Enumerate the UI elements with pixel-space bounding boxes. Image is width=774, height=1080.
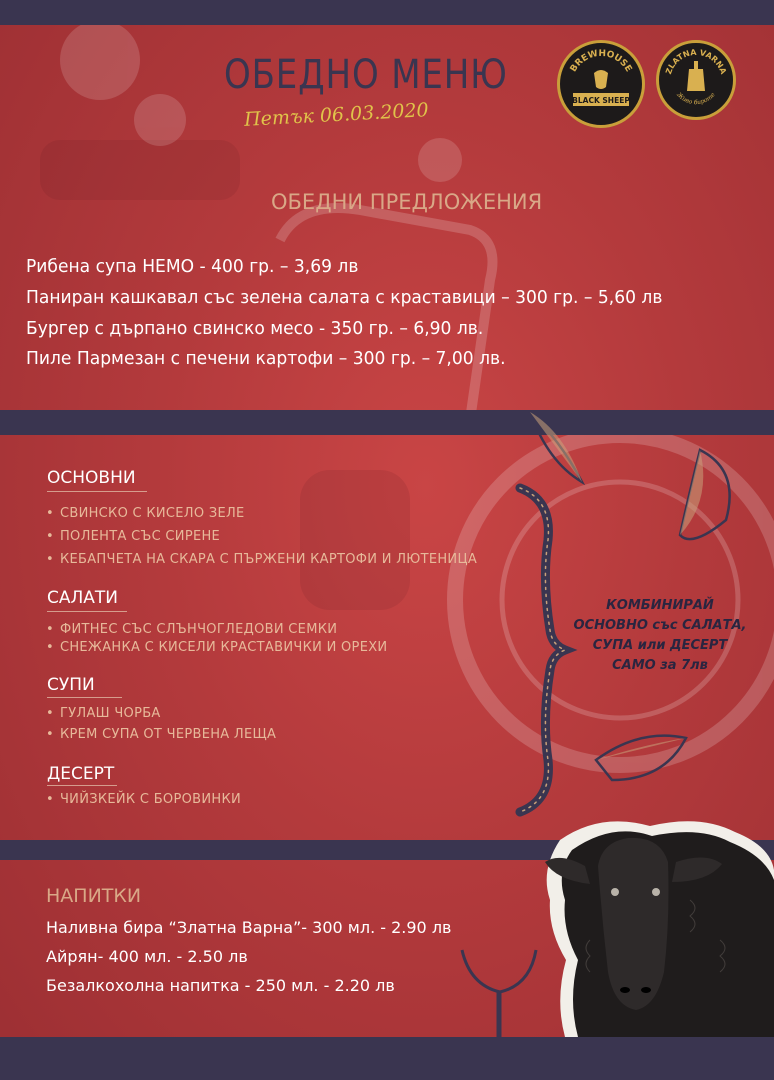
top-band — [0, 0, 774, 25]
page-title: ОБЕДНО МЕНЮ — [224, 52, 508, 98]
menu-item: • ГУЛАШ ЧОРБА — [46, 706, 161, 721]
category-salads-heading: САЛАТИ — [47, 588, 119, 608]
category-main-heading: ОСНОВНИ — [47, 468, 136, 488]
drink-item: Наливна бира “Златна Варна”- 300 мл. - 2.90 лв — [46, 918, 452, 937]
zlatna-varna-logo — [656, 40, 736, 120]
black-sheep-logo-text: BLACK SHEEP — [572, 96, 630, 105]
category-underline — [47, 785, 117, 786]
zlatna-varna-logo-subtitle: Живо бироте — [675, 91, 717, 107]
svg-text:Живо бироте — [675, 91, 717, 107]
offer-item: Бургер с дърпано свинско месо - 350 гр. – 6,90 лв. — [26, 318, 484, 339]
bottom-band — [0, 1037, 774, 1080]
brewhouse-black-sheep-logo — [557, 40, 645, 128]
middle-band — [0, 410, 774, 435]
drink-item: Безалкохолна напитка - 250 мл. - 2.20 лв — [46, 976, 395, 995]
brewhouse-logo-text: BREWHOUSE — [568, 48, 634, 74]
menu-item: • КЕБАПЧЕТА НА СКАРА С ПЪРЖЕНИ КАРТОФИ И ЛЮТЕНИЦА — [46, 552, 478, 567]
combo-offer-text — [560, 596, 760, 676]
offer-item: Пиле Пармезан с печени картофи – 300 гр. – 7,00 лв. — [26, 348, 506, 369]
drink-item: Айрян- 400 мл. - 2.50 лв — [46, 947, 248, 966]
menu-item: • СНЕЖАНКА С КИСЕЛИ КРАСТАВИЧКИ И ОРЕХИ — [46, 640, 388, 655]
offers-heading: ОБЕДНИ ПРЕДЛОЖЕНИЯ — [271, 190, 543, 214]
category-soups-heading: СУПИ — [47, 675, 95, 695]
combo-line: КОМБИНИРАЙ — [606, 598, 714, 613]
category-underline — [47, 611, 127, 612]
category-dessert-heading: ДЕСЕРТ — [47, 764, 115, 784]
menu-item: • ФИТНЕС СЪС СЛЪНЧОГЛЕДОВИ СЕМКИ — [46, 622, 338, 637]
zlatna-varna-logo-text: ZLATNA VARNA — [664, 47, 728, 76]
combo-line: СУПА или ДЕСЕРТ — [592, 638, 728, 653]
drinks-heading: НАПИТКИ — [46, 885, 142, 907]
menu-item: • СВИНСКО С КИСЕЛО ЗЕЛЕ — [46, 506, 245, 521]
menu-item: • ЧИЙЗКЕЙК С БОРОВИНКИ — [46, 792, 241, 807]
lower-band — [0, 840, 774, 860]
offer-item: Паниран кашкавал със зелена салата с краставици – 300 гр. – 5,60 лв — [26, 287, 663, 308]
combo-line: ОСНОВНО със САЛАТА, — [573, 618, 747, 633]
combo-line: САМО за 7лв — [612, 658, 708, 673]
category-underline — [47, 491, 147, 492]
offer-item: Рибена супа НЕМО - 400 гр. – 3,69 лв — [26, 256, 359, 277]
category-underline — [47, 697, 122, 698]
menu-item: • ПОЛЕНТА СЪС СИРЕНЕ — [46, 529, 221, 544]
menu-item: • КРЕМ СУПА ОТ ЧЕРВЕНА ЛЕЩА — [46, 727, 277, 742]
menu-date: Петък 06.03.2020 — [243, 99, 430, 131]
